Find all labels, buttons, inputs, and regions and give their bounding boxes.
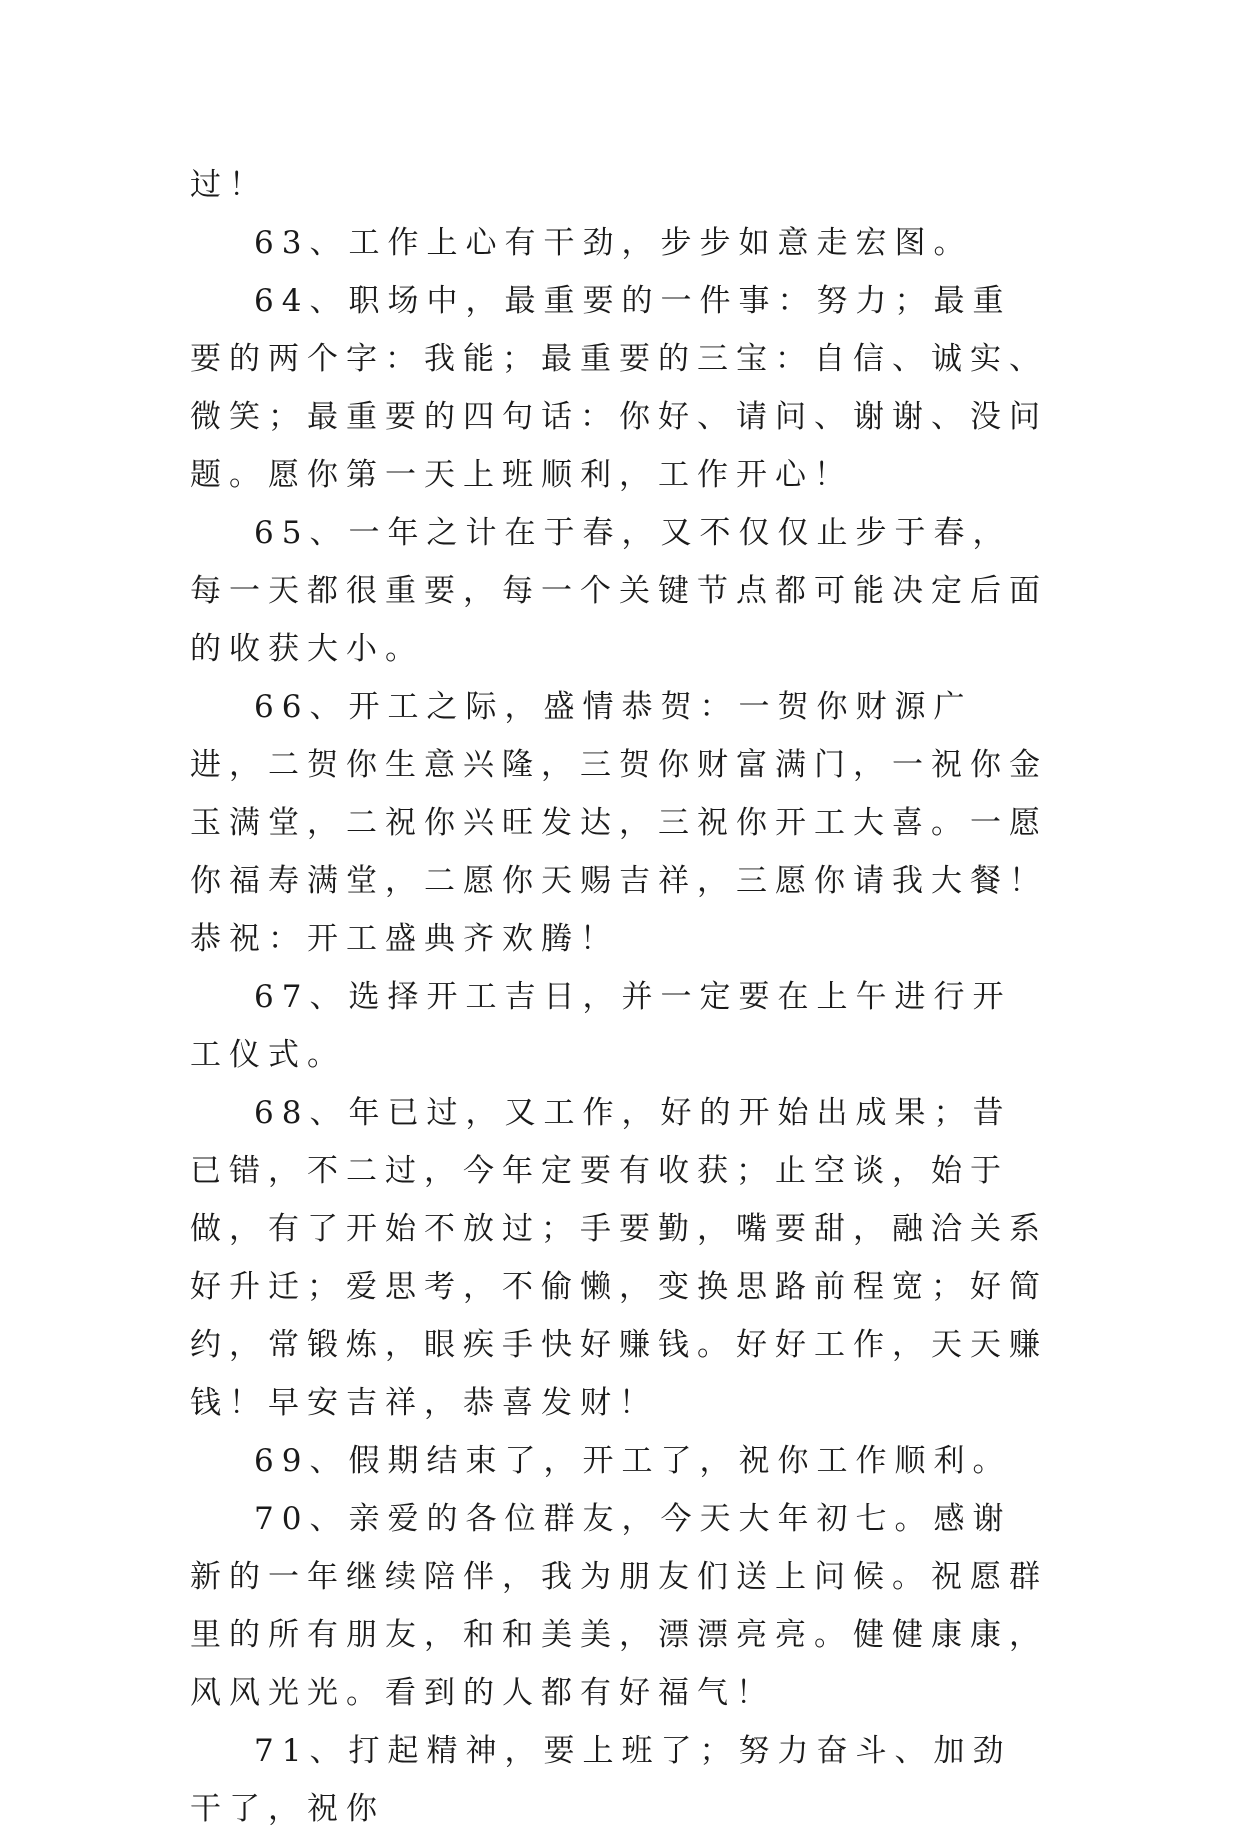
paragraph-63: 63、工作上心有干劲，步步如意走宏图。 xyxy=(254,225,973,261)
paragraph-69: 69、假期结束了，开工了，祝你工作顺利。 xyxy=(254,1443,1012,1479)
body-text xyxy=(190,156,1050,1838)
paragraph-70: 70、亲爱的各位群友，今天大年初七。感谢新的一年继续陪伴，我为朋友们送上问候。祝愿群里的所有朋友，和和美美，漂漂亮亮。健健康康，风风光光。看到的人都有好福气！ xyxy=(190,1501,1048,1711)
paragraph-continuation: 过！ xyxy=(190,167,268,203)
paragraph-64: 64、职场中，最重要的一件事：努力；最重要的两个字：我能；最重要的三宝：自信、诚实、微笑；最重要的四句话：你好、请问、谢谢、没问题。愿你第一天上班顺利，工作开心！ xyxy=(190,283,1048,493)
paragraph-67: 67、选择开工吉日，并一定要在上午进行开工仪式。 xyxy=(190,979,1012,1073)
paragraph-66: 66、开工之际，盛情恭贺：一贺你财源广进，二贺你生意兴隆，三贺你财富满门，一祝你金玉满堂，二祝你兴旺发达，三祝你开工大喜。一愿你福寿满堂，二愿你天赐吉祥，三愿你请我大餐！恭祝：开工盛典齐欢腾！ xyxy=(190,689,1048,957)
paragraph-71: 71、打起精神，要上班了；努力奋斗、加劲干了，祝你 xyxy=(190,1733,1012,1827)
paragraph-68: 68、年已过，又工作，好的开始出成果；昔已错，不二过，今年定要有收获；止空谈，始于做，有了开始不放过；手要勤，嘴要甜，融洽关系好升迁；爱思考，不偷懒，变换思路前程宽；好简约，常锻炼，眼疾手快好赚钱。好好工作，天天赚钱！早安吉祥，恭喜发财！ xyxy=(190,1095,1048,1421)
paragraph-65: 65、一年之计在于春，又不仅仅止步于春，每一天都很重要，每一个关键节点都可能决定后面的收获大小。 xyxy=(190,515,1048,667)
